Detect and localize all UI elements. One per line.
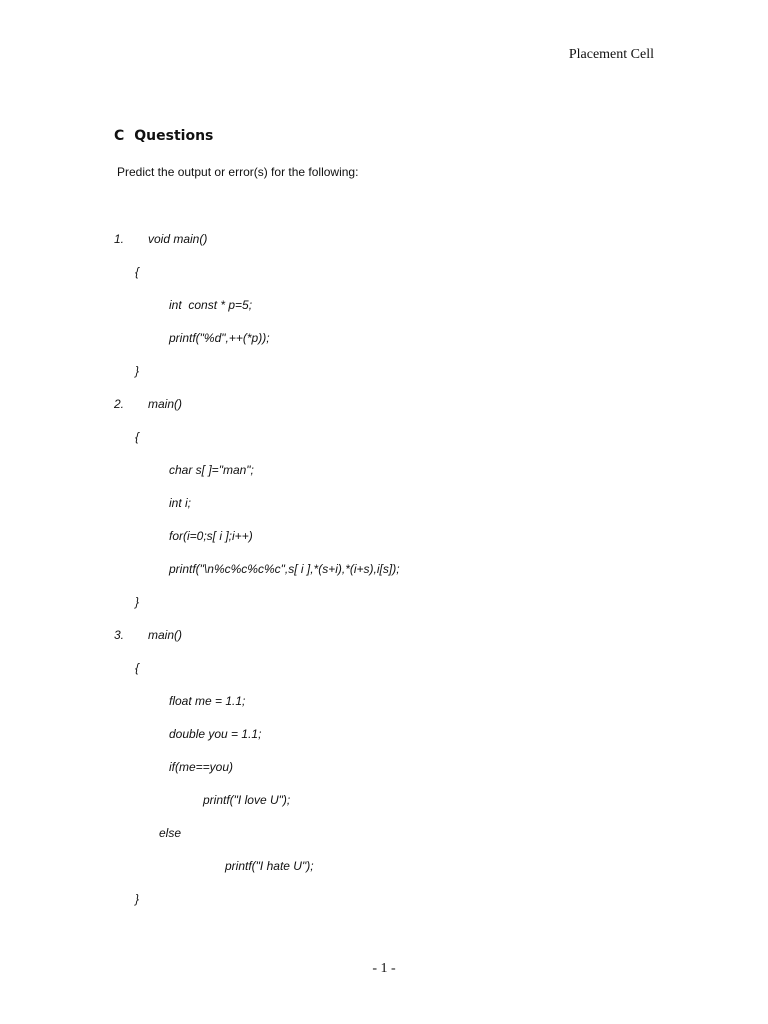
code-line: main() (148, 397, 183, 411)
code-line: int const * p=5; (169, 298, 253, 312)
question-number: 1. (114, 232, 125, 246)
code-line: } (135, 595, 140, 609)
header-title: Placement Cell (568, 47, 654, 62)
page-number: - 1 - (372, 961, 396, 976)
code-line: if(me==you) (169, 760, 234, 774)
code-line: { (135, 661, 140, 675)
question-number: 2. (114, 397, 125, 411)
code-line: printf("\n%c%c%c%c",s[ i ],*(s+i),*(i+s),i[s]); (169, 562, 400, 576)
code-line: main() (148, 628, 183, 642)
intro-text: Predict the output or error(s) for the following: (117, 165, 359, 179)
code-line: { (135, 430, 140, 444)
code-line: float me = 1.1; (169, 694, 246, 708)
code-line: } (135, 892, 140, 906)
code-line: int i; (169, 496, 192, 510)
code-line: printf("I hate U"); (225, 859, 314, 873)
code-line: double you = 1.1; (169, 727, 262, 741)
code-line: void main() (148, 232, 208, 246)
section-title (114, 128, 213, 144)
code-line: printf("I love U"); (203, 793, 291, 807)
code-line: else (159, 826, 182, 840)
code-line: { (135, 265, 140, 279)
code-line: for(i=0;s[ i ];i++) (169, 529, 253, 543)
code-line: printf("%d",++(*p)); (169, 331, 270, 345)
section-word: Questions (134, 128, 214, 144)
question-number: 3. (114, 628, 125, 642)
section-letter: C (114, 128, 125, 144)
code-line: } (135, 364, 140, 378)
code-line: char s[ ]="man"; (169, 463, 254, 477)
